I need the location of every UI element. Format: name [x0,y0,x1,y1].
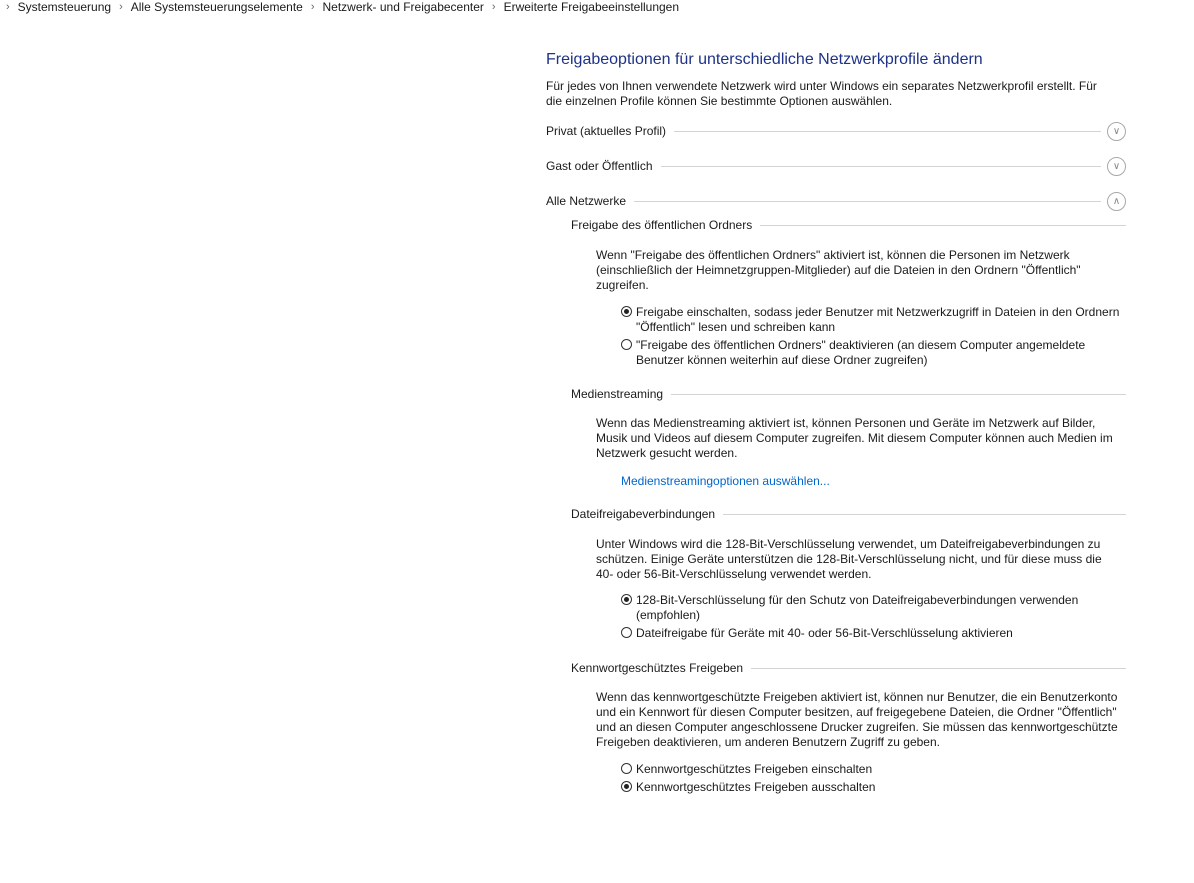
breadcrumb-item[interactable]: Netzwerk- und Freigabecenter [322,0,484,14]
chevron-down-icon[interactable]: ∨ [1107,157,1126,176]
chevron-right-icon: › [310,1,315,13]
profile-guest[interactable] [546,157,1126,176]
radio-label: Kennwortgeschütztes Freigeben ausschalten [636,780,876,794]
radio-128bit[interactable] [621,593,1121,623]
radio-label: Dateifreigabe für Geräte mit 40- oder 56-Bit-Verschlüsselung aktivieren [636,626,1013,640]
radio-label: "Freigabe des öffentlichen Ordners" deaktivieren (an diesem Computer angemeldete Benutzer können weiterhin auf diese Ordner zugreifen) [636,338,1086,367]
divider [634,201,1101,202]
section-header: Dateifreigabeverbindungen [571,507,716,521]
radio-button[interactable] [621,627,632,638]
divider [751,668,1126,669]
section-header: Kennwortgeschütztes Freigeben [571,661,744,675]
section-description: Unter Windows wird die 128-Bit-Verschlüsselung verwendet, um Dateifreigabeverbindungen zu schützen. Einige Geräte unterstützen die 128-Bit-Verschlüsselung nicht, und für diese muss die 40- oder 56-Bit-Verschlüsselung verwendet werden. [596,537,1102,581]
section-header: Freigabe des öffentlichen Ordners [571,218,753,232]
profile-private[interactable] [546,122,1126,141]
breadcrumb-item[interactable]: Systemsteuerung [17,0,112,14]
radio-button[interactable] [621,339,632,350]
section-description: Wenn das Medienstreaming aktiviert ist, können Personen und Geräte im Netzwerk auf Bilder, Musik und Videos auf diesem Computer zugreifen. Mit diesem Computer können auch Medien im Netzwerk gesucht werden. [596,416,1113,460]
radio-public-on[interactable] [621,305,1121,335]
section-header: Medienstreaming [571,387,664,401]
breadcrumb-item[interactable]: Erweiterte Freigabeeinstellungen [503,0,680,14]
section-public-folder [571,218,1126,233]
divider [674,131,1101,132]
radio-button[interactable] [621,594,632,605]
radio-password-off[interactable] [621,780,1121,795]
breadcrumb-item[interactable]: Alle Systemsteuerungselemente [130,0,303,14]
radio-button[interactable] [621,306,632,317]
divider [723,514,1126,515]
section-password [571,661,1126,676]
page-title: Freigabeoptionen für unterschiedliche Netzwerkprofile ändern [546,51,983,68]
divider [661,166,1102,167]
chevron-up-icon[interactable]: ∧ [1107,192,1126,211]
chevron-right-icon: › [119,1,123,13]
media-streaming-options-link[interactable]: Medienstreamingoptionen auswählen... [621,474,830,488]
section-file-sharing [571,507,1126,522]
profile-label: Privat (aktuelles Profil) [546,124,667,138]
chevron-right-icon: › [491,1,496,13]
profile-label: Alle Netzwerke [546,194,627,208]
breadcrumb [0,0,679,15]
profile-label: Gast oder Öffentlich [546,159,653,173]
section-media [571,387,1126,402]
profile-all-networks[interactable] [546,192,1126,211]
radio-40-56bit[interactable] [621,626,1121,641]
radio-public-off[interactable] [621,338,1121,368]
section-description: Wenn das kennwortgeschützte Freigeben aktiviert ist, können nur Benutzer, die ein Benutzerkonto und ein Kennwort für diesen Computer besitzen, auf freigegebene Dateien, die Ordner "Öffentlich" und an diesen Computer angeschlossene Drucker zugreifen. Sie müssen das kennwortgeschützte Freigeben deaktivieren, um anderen Benutzern Zugriff zu geben. [596,690,1118,749]
chevron-down-icon[interactable]: ∨ [1107,122,1126,141]
divider [760,225,1126,226]
chevron-right-icon: › [6,1,10,13]
section-description: Wenn "Freigabe des öffentlichen Ordners" aktiviert ist, können die Personen im Netzwerk (einschließlich der Heimnetzgruppen-Mitglieder) auf die Dateien in den Ordnern "Öffentlich" zugreifen. [596,248,1081,292]
divider [671,394,1126,395]
radio-label: 128-Bit-Verschlüsselung für den Schutz von Dateifreigabeverbindungen verwenden (empfohlen) [636,593,1079,622]
radio-label: Kennwortgeschütztes Freigeben einschalten [636,762,873,776]
radio-label: Freigabe einschalten, sodass jeder Benutzer mit Netzwerkzugriff in Dateien in den Ordnern "Öffentlich" lesen und schreiben kann [636,305,1120,334]
intro-text: Für jedes von Ihnen verwendete Netzwerk wird unter Windows ein separates Netzwerkprofil erstellt. Für die einzelnen Profile können Sie bestimmte Optionen auswählen. [546,79,1097,108]
radio-button[interactable] [621,781,632,792]
radio-password-on[interactable] [621,762,1121,777]
radio-button[interactable] [621,763,632,774]
